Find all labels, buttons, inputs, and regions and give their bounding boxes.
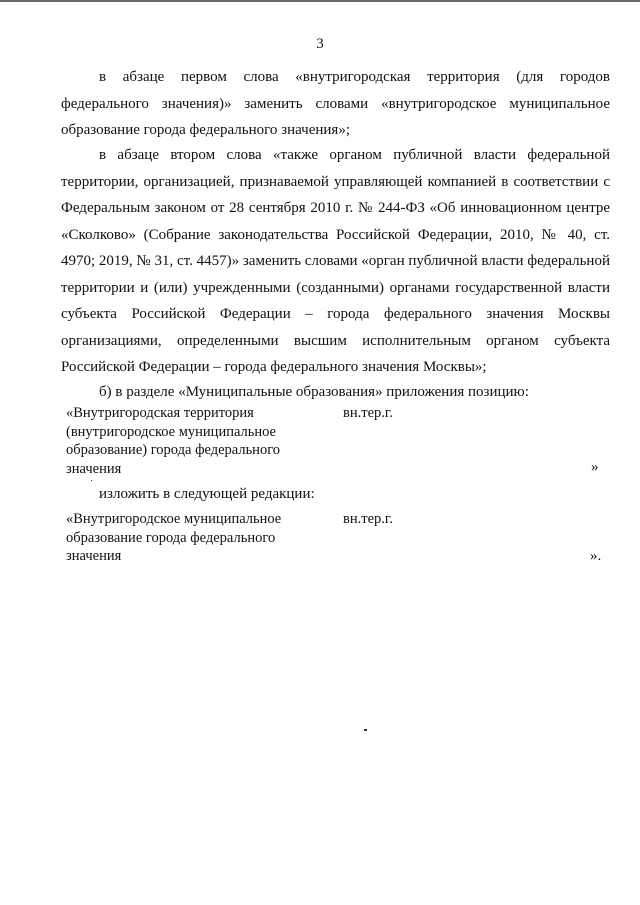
scan-speck xyxy=(91,480,92,481)
scan-speck xyxy=(364,729,367,731)
old-position-abbreviation: вн.тер.г. xyxy=(343,405,393,421)
new-position-closing-quote: ». xyxy=(590,548,602,564)
new-position-abbreviation: вн.тер.г. xyxy=(343,511,393,527)
old-position-name: «Внутригородская территория (внутригородское муниципальное образование) города федерального значения xyxy=(66,405,281,477)
paragraph-section-b: б) в разделе «Муниципальные образования» приложения позицию: xyxy=(99,384,529,400)
instruction-text: изложить в следующей редакции: xyxy=(99,486,315,502)
new-position-name: «Внутригородское муниципальное образование города федерального значения xyxy=(66,511,282,564)
top-border-line xyxy=(0,0,640,2)
old-position-closing-quote: » xyxy=(591,459,599,475)
paragraph-second-abzats: в абзаце втором слова «также органом публичной власти федеральной территории, организацией, признаваемой управляющей компанией в соответствии с Федеральным законом от 28 сентября 2010 г. № 244-ФЗ «Об инновационном центре «Сколково» (Собрание законодательства Российской Федерации, 2010, № 40, ст. 4970; 2019, № 31, ст. 4457)» заменить словами «орган публичной власти федеральной территории и (или) учрежденными (созданными) органами государственной власти субъекта Российской Федерации – города федерального значения Москвы организациями, определенными высшим исполнительным органом субъекта Российской Федерации – города федерального значения Москвы»; xyxy=(61,147,610,375)
page-number: 3 xyxy=(316,36,324,52)
paragraph-first-abzats: в абзаце первом слова «внутригородская территория (для городов федерального значения)» заменить словами «внутригородское муниципальное образование города федерального значения»; xyxy=(61,69,610,138)
